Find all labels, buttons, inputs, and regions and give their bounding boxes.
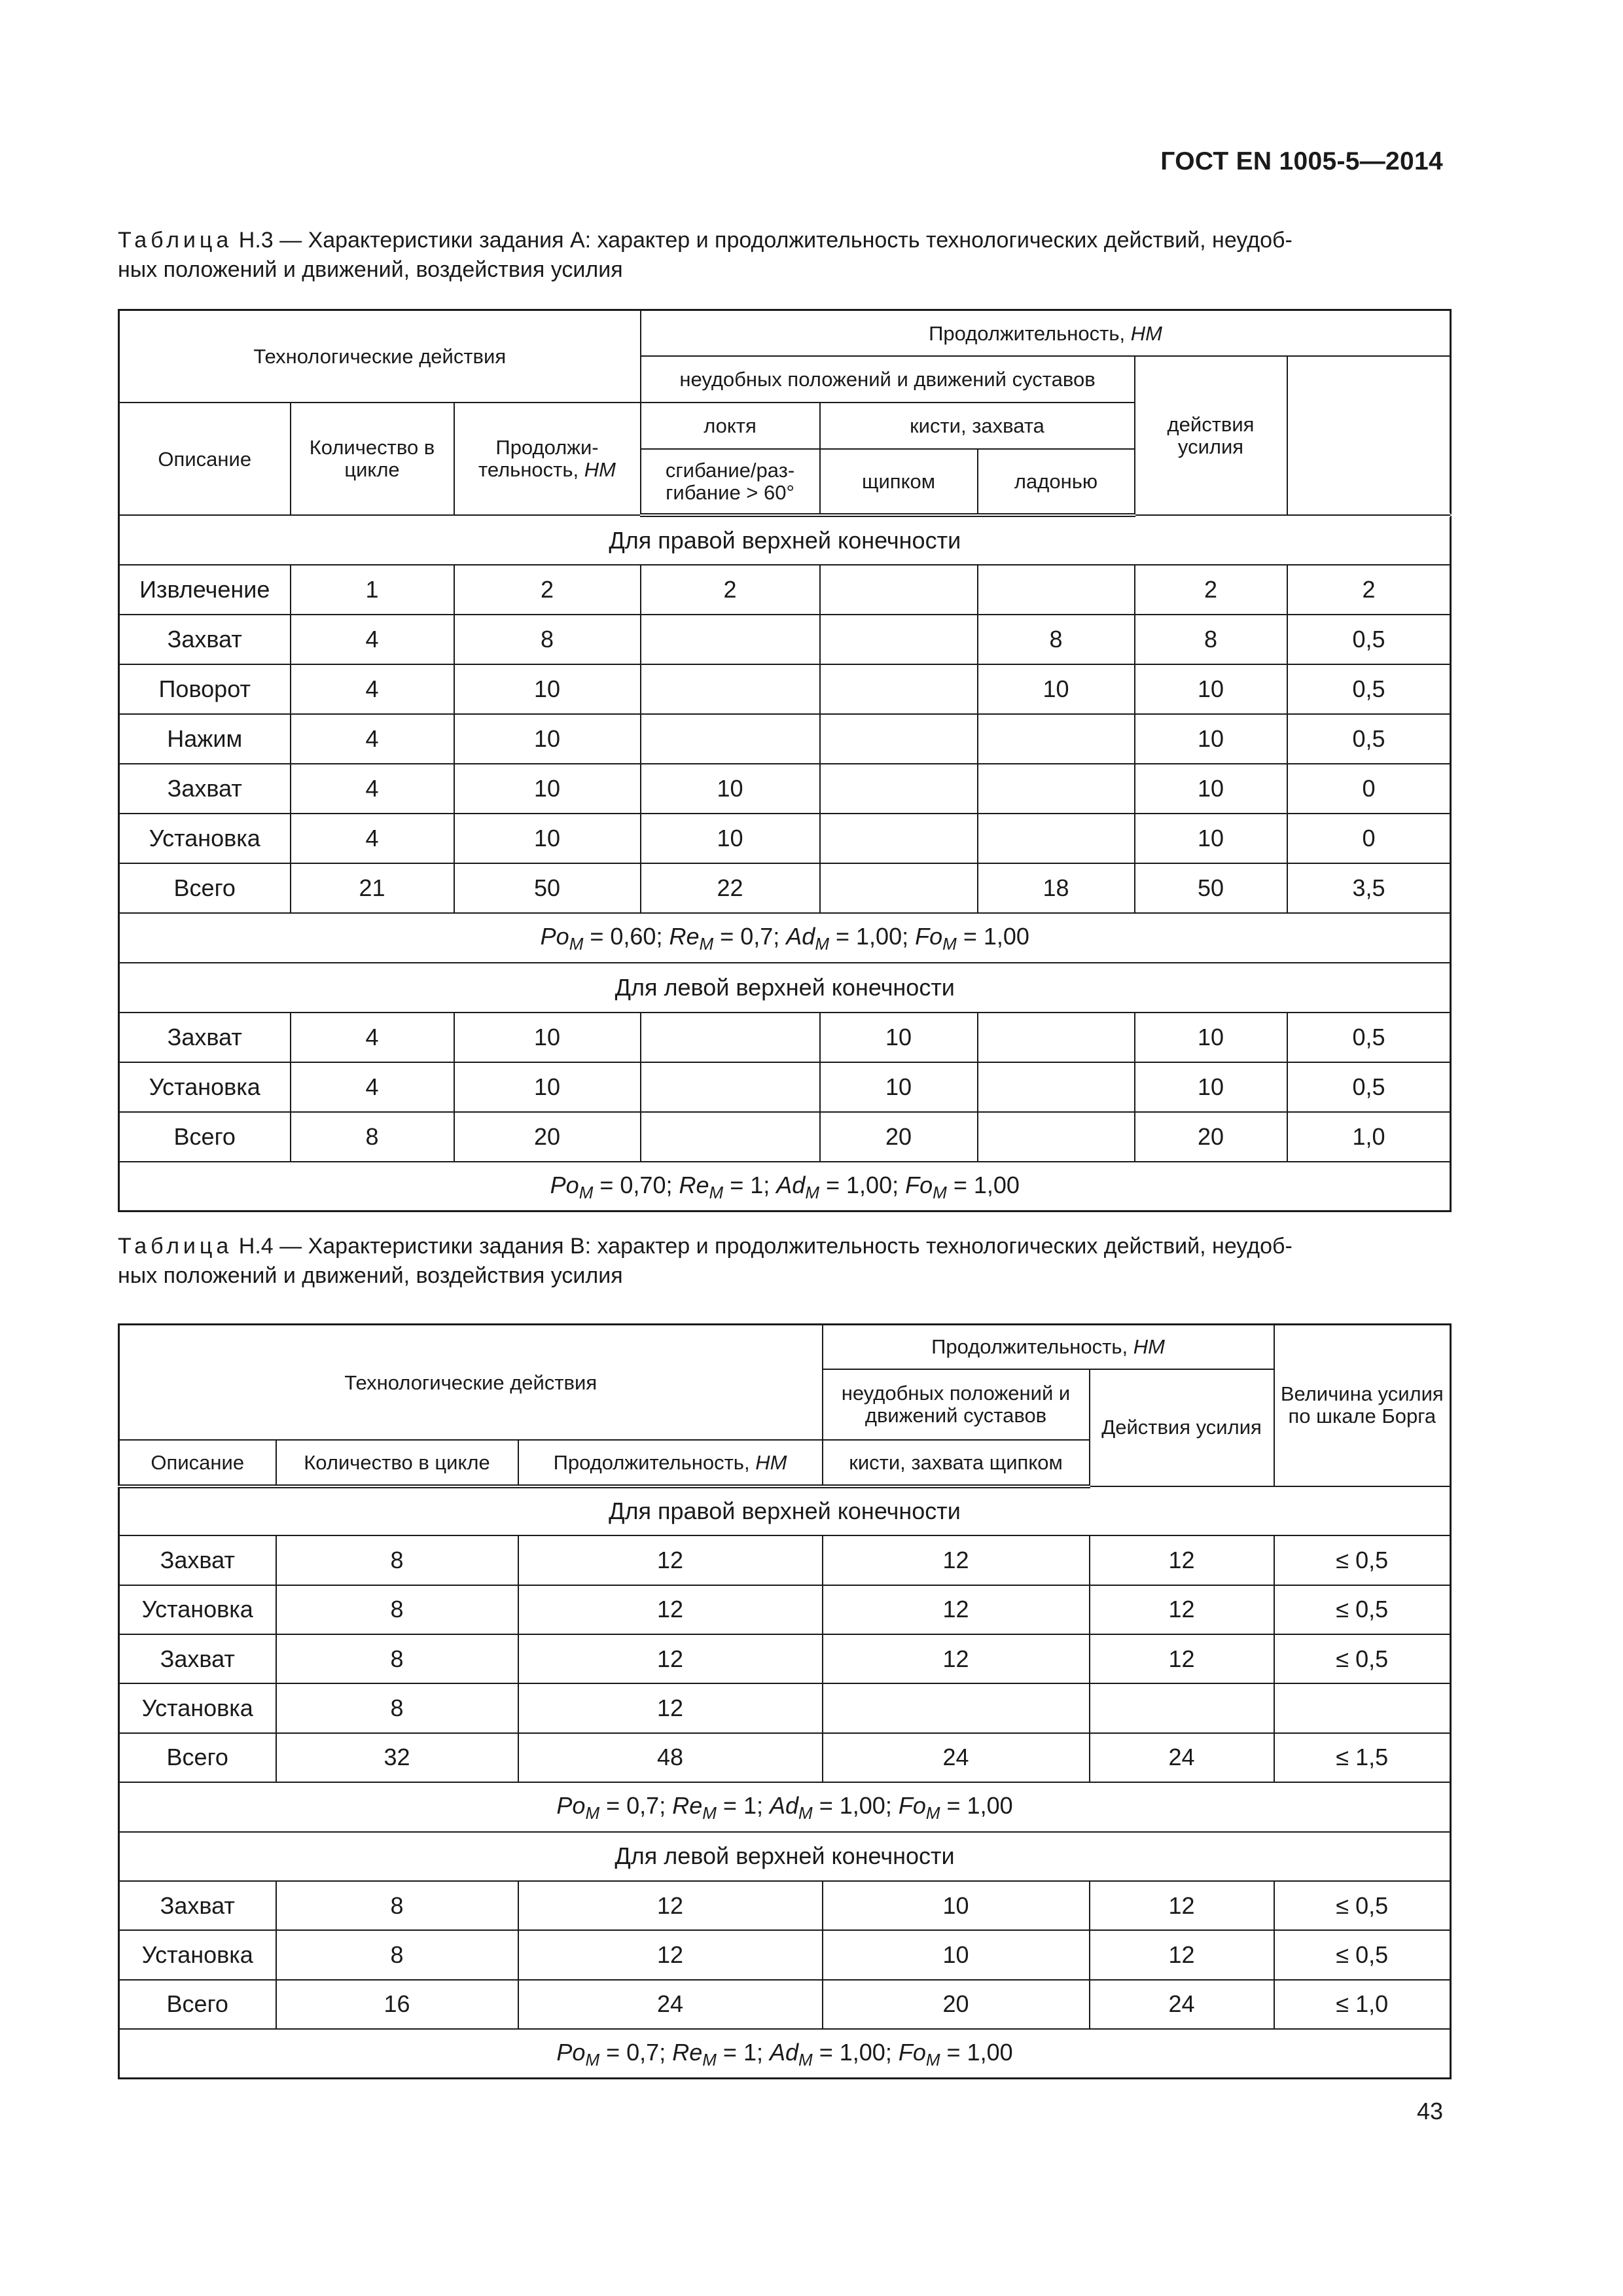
table-cell: [1274, 1683, 1451, 1732]
table-cell: ≤ 0,5: [1274, 1930, 1451, 1979]
table-cell: 3,5: [1287, 863, 1451, 913]
table-cell: 10: [978, 664, 1135, 714]
t1-header-awkward: неудобных положений и движений суставов: [641, 356, 1135, 403]
table-cell: 21: [291, 863, 454, 913]
table-cell: ≤ 0,5: [1274, 1634, 1451, 1683]
table-cell: [978, 1013, 1135, 1062]
t2-header-tech: Технологические действия: [119, 1325, 823, 1441]
t1-right-row: [119, 615, 1451, 664]
t2-section-right: Для правой верхней конечности: [119, 1486, 1451, 1535]
table-cell: 4: [291, 664, 454, 714]
table-cell: 2: [1287, 565, 1451, 615]
table2-caption-line1: Н.4 — Характеристики задания В: характер и продолжительность технологических действий, неудоб-: [238, 1234, 1293, 1259]
t1-header-tech: Технологические действия: [119, 310, 641, 403]
table-cell: 12: [1090, 1535, 1274, 1585]
table-cell: 0: [1287, 764, 1451, 814]
t2-header-duration: Продолжительность, НМ: [823, 1325, 1274, 1369]
table-cell: [820, 764, 978, 814]
table-cell: 8: [276, 1585, 518, 1634]
t2-right-row: [119, 1535, 1451, 1585]
t1-header-pinch: щипком: [820, 449, 978, 515]
t2-right-formula: $Po_M = 0,7$; $Re_M = 1$; $Ad_M = 1,00$; $Fo_M = 1,00$: [119, 1782, 1451, 1831]
table2-caption: [118, 1232, 1450, 1291]
table-cell: 1: [291, 565, 454, 615]
t1-right-row: [119, 764, 1451, 814]
row-label: Всего: [119, 1980, 276, 2029]
table-h4: [118, 1323, 1452, 2079]
table-cell: [820, 814, 978, 863]
row-label: Установка: [119, 1930, 276, 1979]
t1-left-row: [119, 1112, 1451, 1162]
table-cell: ≤ 0,5: [1274, 1535, 1451, 1585]
row-label: Всего: [119, 1733, 276, 1782]
t2-left-row: [119, 1930, 1451, 1979]
table-cell: 12: [518, 1535, 823, 1585]
row-label: Захват: [119, 1634, 276, 1683]
table-cell: 0,5: [1287, 1062, 1451, 1112]
row-label: Захват: [119, 1535, 276, 1585]
t1-header-flexion: сгибание/раз-гибание > 60°: [641, 449, 820, 515]
table-h3: [118, 309, 1452, 1212]
t1-header-desc: Описание: [119, 403, 291, 515]
table-cell: ≤ 1,0: [1274, 1980, 1451, 2029]
table-cell: 10: [1135, 1013, 1287, 1062]
table1-caption: [118, 226, 1450, 285]
table-cell: [978, 814, 1135, 863]
t1-header-count: Количество в цикле: [291, 403, 454, 515]
table-cell: 10: [641, 764, 820, 814]
table-cell: [820, 565, 978, 615]
t2-left-formula: $Po_M = 0,7$; $Re_M = 1$; $Ad_M = 1,00$; $Fo_M = 1,00$: [119, 2029, 1451, 2078]
table-cell: [820, 615, 978, 664]
t2-header-awkward: неудобных положений и движений суставов: [823, 1369, 1090, 1441]
t1-right-row: [119, 565, 1451, 615]
t1-right-formula: $Po_M = 0,60$; $Re_M = 0,7$; $Ad_M = 1,00$; $Fo_M = 1,00$: [119, 913, 1451, 963]
t1-right-row: [119, 714, 1451, 764]
t2-right-formula-row: [119, 1782, 1451, 1831]
table-cell: 20: [820, 1112, 978, 1162]
table2-caption-line2: ных положений и движений, воздействия усилия: [118, 1263, 623, 1288]
table-cell: 10: [641, 814, 820, 863]
table2-caption-word: Таблица: [118, 1234, 233, 1259]
table-cell: 10: [1135, 764, 1287, 814]
table-cell: [1090, 1683, 1274, 1732]
table-cell: [820, 664, 978, 714]
row-label: Установка: [119, 814, 291, 863]
table-cell: 10: [454, 664, 641, 714]
table-cell: ≤ 1,5: [1274, 1733, 1451, 1782]
table-cell: 2: [454, 565, 641, 615]
t2-header-desc: Описание: [119, 1440, 276, 1486]
table-cell: 1,0: [1287, 1112, 1451, 1162]
table-cell: 4: [291, 764, 454, 814]
table1-caption-line1: Н.3 — Характеристики задания А: характер и продолжительность технологических действий, неудоб-: [238, 228, 1293, 253]
table-cell: [641, 664, 820, 714]
table-cell: 10: [1135, 714, 1287, 764]
t2-right-row: [119, 1733, 1451, 1782]
t2-header-pinch: кисти, захвата щипком: [823, 1440, 1090, 1486]
table-cell: 12: [518, 1585, 823, 1634]
table-cell: 18: [978, 863, 1135, 913]
table-cell: 12: [1090, 1881, 1274, 1930]
table-cell: 12: [1090, 1634, 1274, 1683]
table-cell: 24: [823, 1733, 1090, 1782]
t1-right-row: [119, 814, 1451, 863]
table-cell: 2: [1135, 565, 1287, 615]
table-cell: 16: [276, 1980, 518, 2029]
table-cell: 10: [820, 1062, 978, 1112]
table-cell: 8: [276, 1930, 518, 1979]
table-cell: 8: [1135, 615, 1287, 664]
table-cell: 24: [518, 1980, 823, 2029]
t2-header-count: Количество в цикле: [276, 1440, 518, 1486]
row-label: Захват: [119, 764, 291, 814]
t2-header-borg: Величина усилия по шкале Борга: [1274, 1325, 1451, 1486]
t1-header-duration-nm: Продолжи-тельность, НМ: [454, 403, 641, 515]
t1-left-formula-row: [119, 1162, 1451, 1211]
table-cell: [641, 615, 820, 664]
table-cell: [978, 1062, 1135, 1112]
table-cell: [641, 1062, 820, 1112]
table-cell: 10: [454, 1062, 641, 1112]
table-cell: [820, 714, 978, 764]
t2-right-row: [119, 1634, 1451, 1683]
t2-section-right-row: [119, 1486, 1451, 1535]
t1-section-left: Для левой верхней конечности: [119, 963, 1451, 1013]
table-cell: [978, 565, 1135, 615]
table-cell: 10: [454, 814, 641, 863]
table1-caption-word: Таблица: [118, 228, 233, 253]
table-cell: 0,5: [1287, 714, 1451, 764]
t2-left-row: [119, 1980, 1451, 2029]
table-cell: 12: [823, 1585, 1090, 1634]
t2-header-duration-nm: Продолжительность, НМ: [518, 1440, 823, 1486]
t1-left-row: [119, 1013, 1451, 1062]
table-cell: 8: [454, 615, 641, 664]
table-cell: 10: [454, 764, 641, 814]
table-cell: 8: [276, 1634, 518, 1683]
row-label: Захват: [119, 615, 291, 664]
table-cell: 10: [454, 714, 641, 764]
t1-header-elbow: локтя: [641, 403, 820, 449]
table-cell: [823, 1683, 1090, 1732]
table-cell: [978, 1112, 1135, 1162]
table-cell: 50: [454, 863, 641, 913]
table-cell: 32: [276, 1733, 518, 1782]
row-label: Захват: [119, 1013, 291, 1062]
table-cell: 10: [454, 1013, 641, 1062]
t2-right-row: [119, 1585, 1451, 1634]
row-label: Извлечение: [119, 565, 291, 615]
table-cell: 4: [291, 1013, 454, 1062]
table-cell: 12: [518, 1683, 823, 1732]
table-cell: 8: [276, 1535, 518, 1585]
t1-left-row: [119, 1062, 1451, 1112]
row-label: Установка: [119, 1683, 276, 1732]
row-label: Установка: [119, 1062, 291, 1112]
t1-header-duration: Продолжительность, НМ: [641, 310, 1451, 357]
table-cell: 0,5: [1287, 615, 1451, 664]
table-cell: [641, 1013, 820, 1062]
table-cell: [641, 714, 820, 764]
table-cell: 12: [1090, 1585, 1274, 1634]
t1-header-wrist: кисти, захвата: [820, 403, 1135, 449]
table-cell: 20: [1135, 1112, 1287, 1162]
t2-section-left: Для левой верхней конечности: [119, 1832, 1451, 1881]
table-cell: 10: [1135, 1062, 1287, 1112]
table-cell: 10: [823, 1881, 1090, 1930]
table-cell: 8: [978, 615, 1135, 664]
table-cell: 12: [518, 1634, 823, 1683]
table-cell: 4: [291, 1062, 454, 1112]
table-cell: 12: [823, 1535, 1090, 1585]
table-cell: ≤ 0,5: [1274, 1881, 1451, 1930]
standard-code: ГОСТ EN 1005-5—2014: [1160, 147, 1443, 175]
table-cell: 0,5: [1287, 664, 1451, 714]
t1-header-force-action: действия усилия: [1135, 356, 1287, 515]
table-cell: 12: [518, 1930, 823, 1979]
table-cell: 8: [276, 1881, 518, 1930]
t1-left-formula: $Po_M = 0,70$; $Re_M = 1$; $Ad_M = 1,00$; $Fo_M = 1,00$: [119, 1162, 1451, 1211]
table-cell: 4: [291, 714, 454, 764]
table-cell: 10: [1135, 814, 1287, 863]
table-cell: 20: [454, 1112, 641, 1162]
row-label: Установка: [119, 1585, 276, 1634]
t1-right-row: [119, 664, 1451, 714]
table-cell: 50: [1135, 863, 1287, 913]
table-cell: 24: [1090, 1980, 1274, 2029]
t2-left-formula-row: [119, 2029, 1451, 2078]
t2-header-force-action: Действия усилия: [1090, 1369, 1274, 1486]
table-cell: 4: [291, 814, 454, 863]
table-cell: 2: [641, 565, 820, 615]
row-label: Нажим: [119, 714, 291, 764]
table-cell: 10: [1135, 664, 1287, 714]
page-number: 43: [1416, 2098, 1443, 2125]
t1-section-right: Для правой верхней конечности: [119, 515, 1451, 565]
table-cell: 20: [823, 1980, 1090, 2029]
t1-section-right-row: [119, 515, 1451, 565]
row-label: Поворот: [119, 664, 291, 714]
t1-header-palm: ладонью: [978, 449, 1135, 515]
table-cell: [978, 764, 1135, 814]
table1-caption-line2: ных положений и движений, воздействия усилия: [118, 257, 623, 282]
t1-right-row: [119, 863, 1451, 913]
table-cell: 10: [823, 1930, 1090, 1979]
table-cell: 0: [1287, 814, 1451, 863]
table-cell: [978, 714, 1135, 764]
table-cell: 4: [291, 615, 454, 664]
table-cell: 8: [291, 1112, 454, 1162]
table-cell: 0,5: [1287, 1013, 1451, 1062]
t2-left-row: [119, 1881, 1451, 1930]
table-cell: [641, 1112, 820, 1162]
table-cell: 12: [823, 1634, 1090, 1683]
table-cell: ≤ 0,5: [1274, 1585, 1451, 1634]
table-cell: [820, 863, 978, 913]
t2-right-row: [119, 1683, 1451, 1732]
table-cell: 22: [641, 863, 820, 913]
table-cell: 12: [1090, 1930, 1274, 1979]
table-cell: 12: [518, 1881, 823, 1930]
table-cell: 10: [820, 1013, 978, 1062]
row-label: Захват: [119, 1881, 276, 1930]
row-label: Всего: [119, 863, 291, 913]
t1-section-left-row: [119, 963, 1451, 1013]
t1-right-formula-row: [119, 913, 1451, 963]
table-cell: 8: [276, 1683, 518, 1732]
row-label: Всего: [119, 1112, 291, 1162]
table-cell: 24: [1090, 1733, 1274, 1782]
t2-section-left-row: [119, 1832, 1451, 1881]
table-cell: 48: [518, 1733, 823, 1782]
